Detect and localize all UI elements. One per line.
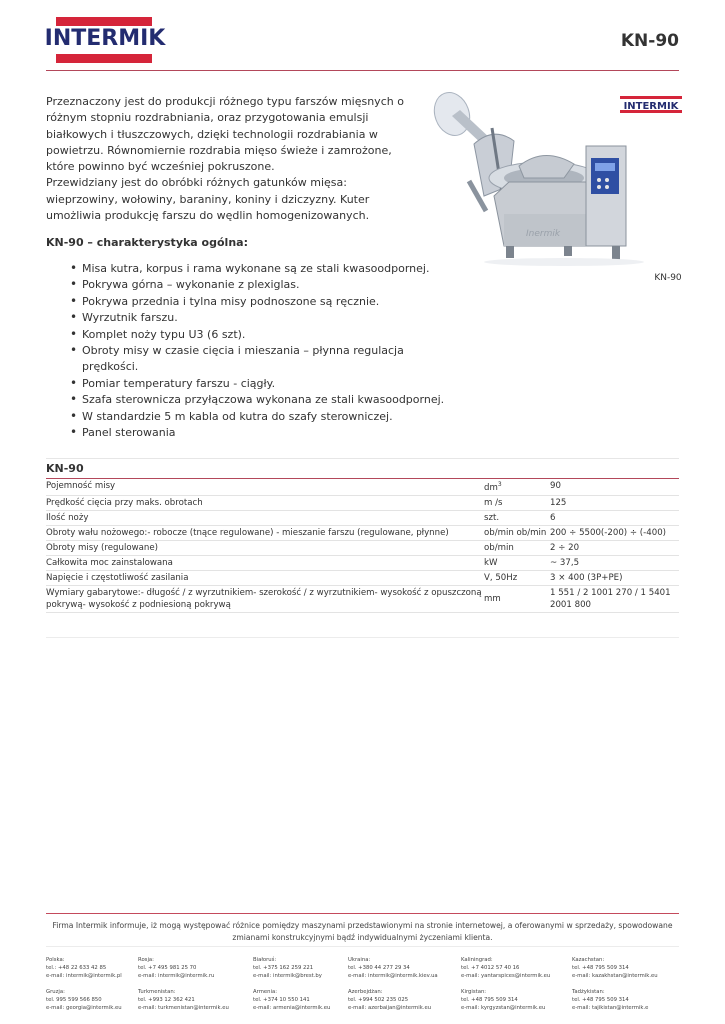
list-item: • Misa kutra, korpus i rama wykonane są ze stali kwasoodpornej. <box>70 261 450 277</box>
spec-param: Obroty misy (regulowane) <box>46 540 484 555</box>
spec-param: Pojemność misy <box>46 478 484 495</box>
contact-country: Armenia: <box>253 989 277 995</box>
contact-email[interactable]: e-mail: tajikistan@intermik.e <box>572 1005 649 1012</box>
spec-unit: kW <box>484 555 550 570</box>
contact-phone: tel. +48 795 509 314 <box>572 997 629 1004</box>
contact-email[interactable]: e-mail: yantarspices@intermik.eu <box>461 973 551 980</box>
logo-bottom-bar <box>56 54 152 63</box>
list-item: • Obroty misy w czasie cięcia i mieszania – płynna regulacja prędkości. <box>70 343 450 376</box>
description-paragraph: Przeznaczony jest do produkcji różnego typu farszów mięsnych o różnym stopniu rozdrabniania, oraz przygotowania emulsji białkowych i tłuszczowych, dzięki technologii rozdrabiania w powietrzu. Równomiernie rozdrabia mięso świeże i zamrożone, które powinno być wcześniej pokruszone. <box>46 95 404 174</box>
contact-block <box>253 956 322 981</box>
spec-param: Całkowita moc zainstalowana <box>46 555 484 570</box>
footer-separator <box>46 946 679 947</box>
contact-country: Turkmenistan: <box>138 989 176 995</box>
contact-email[interactable]: e-mail: georgia@intermik.eu <box>46 1005 122 1012</box>
spec-param: Napięcie i częstotliwość zasilania <box>46 570 484 585</box>
spec-table <box>46 478 679 613</box>
spec-bottom-divider <box>46 637 679 638</box>
contact-email[interactable]: e-mail: intermik@intermik.pl <box>46 973 122 980</box>
spec-value: 3 × 400 (3P+PE) <box>550 570 679 585</box>
spec-unit: m /s <box>484 495 550 510</box>
table-row <box>46 540 679 555</box>
spec-divider <box>46 458 679 459</box>
features-heading: KN-90 – charakterystyka ogólna: <box>46 236 248 249</box>
contact-email[interactable]: e-mail: intermik@intermik.kiev.ua <box>348 973 438 980</box>
contact-block <box>46 956 122 981</box>
contact-email[interactable]: e-mail: armenia@intermik.eu <box>253 1005 331 1012</box>
spec-unit: ob/min ob/min <box>484 525 550 540</box>
contact-phone: tel.: +48 22 633 42 85 <box>46 965 107 972</box>
contact-block <box>461 956 550 981</box>
contact-block <box>348 956 438 981</box>
contact-phone: tel. +994 502 235 025 <box>348 997 409 1004</box>
spec-unit: V, 50Hz <box>484 570 550 585</box>
spec-unit-superscript: 3 <box>497 481 502 488</box>
table-row <box>46 585 679 612</box>
table-row <box>46 555 679 570</box>
contact-phone: tel. +48 795 509 314 <box>572 965 629 972</box>
spec-value: ~ 37,5 <box>550 555 679 570</box>
list-item: • W standardzie 5 m kabla od kutra do szafy sterowniczej. <box>70 409 450 425</box>
logo-wordmark: INTERMIK <box>44 26 166 51</box>
contact-email[interactable]: e-mail: azerbaijan@intermik.eu <box>348 1005 432 1012</box>
contact-block <box>461 988 545 1013</box>
spec-value: 200 ÷ 5500(-200) ÷ (-400) <box>550 525 679 540</box>
spec-table-title: KN-90 <box>46 462 84 475</box>
contact-block <box>138 988 229 1013</box>
spec-unit <box>484 478 550 495</box>
table-row <box>46 525 679 540</box>
contact-email[interactable]: e-mail: kazakhstan@intermik.eu <box>572 973 658 980</box>
contact-country: Białoruś: <box>253 957 277 963</box>
contact-phone: tel. +993 12 362 421 <box>138 997 195 1004</box>
contact-block <box>253 988 330 1013</box>
contact-phone: tel. +48 795 509 314 <box>461 997 518 1004</box>
spec-value: 1 551 / 2 1001 270 / 1 5401 2001 800 <box>550 585 679 612</box>
spec-value: 2 ÷ 20 <box>550 540 679 555</box>
table-row <box>46 495 679 510</box>
table-row <box>46 510 679 525</box>
contact-phone: tel. 995 599 566 850 <box>46 997 102 1004</box>
photo-model-label: KN-90 <box>654 273 682 283</box>
contact-email[interactable]: e-mail: turkmenistan@intermik.eu <box>138 1005 229 1012</box>
contact-phone: tel. +374 10 550 141 <box>253 997 310 1004</box>
product-photo <box>414 86 696 286</box>
list-item: • Pokrywa górna – wykonanie z plexiglas. <box>70 277 450 293</box>
contact-block <box>572 988 648 1013</box>
spec-unit: mm <box>484 585 550 612</box>
contact-block <box>348 988 431 1013</box>
header-divider <box>46 70 679 71</box>
contact-country: Kirgistan: <box>461 989 487 995</box>
contact-country: Tadżykistan: <box>572 989 605 995</box>
contact-country: Polska: <box>46 957 65 963</box>
page-title: KN-90 <box>620 31 679 51</box>
contact-phone: tel. +375 162 259 221 <box>253 965 314 972</box>
photo-brand-label: INTERMIK <box>623 101 679 112</box>
intermik-logo <box>44 17 166 63</box>
contact-block <box>138 956 214 981</box>
contact-phone: tel. +7 495 981 25 70 <box>138 965 197 972</box>
spec-unit-text: dm <box>484 482 498 493</box>
contact-block <box>46 988 122 1013</box>
contact-country: Gruzja: <box>46 989 65 995</box>
contact-country: Rosja: <box>138 957 154 963</box>
features-list <box>70 261 450 441</box>
list-item: • Szafa sterownicza przyłączowa wykonana ze stali kwasoodpornej. <box>70 392 450 408</box>
table-row <box>46 478 679 495</box>
spec-param: Ilość noży <box>46 510 484 525</box>
contact-email[interactable]: e-mail: kyrgyzstan@intermik.eu <box>461 1005 546 1012</box>
spec-param: Obroty wału nożowego:- robocze (tnące regulowane) - mieszanie farszu (regulowane, płynne) <box>46 525 484 540</box>
list-item: • Komplet noży typu U3 (6 szt). <box>70 327 450 343</box>
description-paragraph: Przewidziany jest do obróbki różnych gatunków mięsa: wieprzowiny, wołowiny, baraniny, koniny i dziczyzny. Kuter umożliwia produkcję farszu do wędlin homogenizowanych. <box>46 176 370 223</box>
table-row <box>46 570 679 585</box>
spec-param: Wymiary gabarytowe:- długość / z wyrzutnikiem- szerokość / z wyrzutnikiem- wysokość z opuszczoną pokrywą- wysokość z podniesioną pokrywą <box>46 585 484 612</box>
spec-param: Prędkość cięcia przy maks. obrotach <box>46 495 484 510</box>
spec-unit: szt. <box>484 510 550 525</box>
contact-phone: tel. +380 44 277 29 34 <box>348 965 410 972</box>
bowl-cutter-illustration <box>414 86 696 286</box>
list-item: • Panel sterowania <box>70 425 450 441</box>
spec-value: 6 <box>550 510 679 525</box>
spec-value: 90 <box>550 478 679 495</box>
contact-email[interactable]: e-mail: intermik@intermik.ru <box>138 973 215 980</box>
contact-phone: tel. +7 4012 57 40 16 <box>461 965 520 972</box>
list-item: • Wyrzutnik farszu. <box>70 310 450 326</box>
contact-country: Ukraina: <box>348 957 371 963</box>
contact-country: Azerbejdżan: <box>348 989 383 995</box>
product-description <box>46 94 408 224</box>
list-item: • Pokrywa przednia i tylna misy podnoszone są ręcznie. <box>70 294 450 310</box>
contact-email[interactable]: e-mail: intermik@brest.by <box>253 973 322 980</box>
contact-block <box>572 956 658 981</box>
spec-unit: ob/min <box>484 540 550 555</box>
spec-value: 125 <box>550 495 679 510</box>
photo-body-marking: Inermik <box>526 229 561 239</box>
contact-country: Kaliningrad: <box>461 957 493 963</box>
footer-divider <box>46 913 679 914</box>
footer-disclaimer: Firma Intermik informuje, iż mogą występować różnice pomiędzy maszynami przedstawionymi na stronie internetowej, a oferowanymi w sprzedaży, spowodowane zmianami konstrukcyjnymi bądź indywidualnymi życzeniami klienta. <box>52 921 673 942</box>
contact-country: Kazachstan: <box>572 957 605 963</box>
list-item: • Pomiar temperatury farszu - ciągły. <box>70 376 450 392</box>
